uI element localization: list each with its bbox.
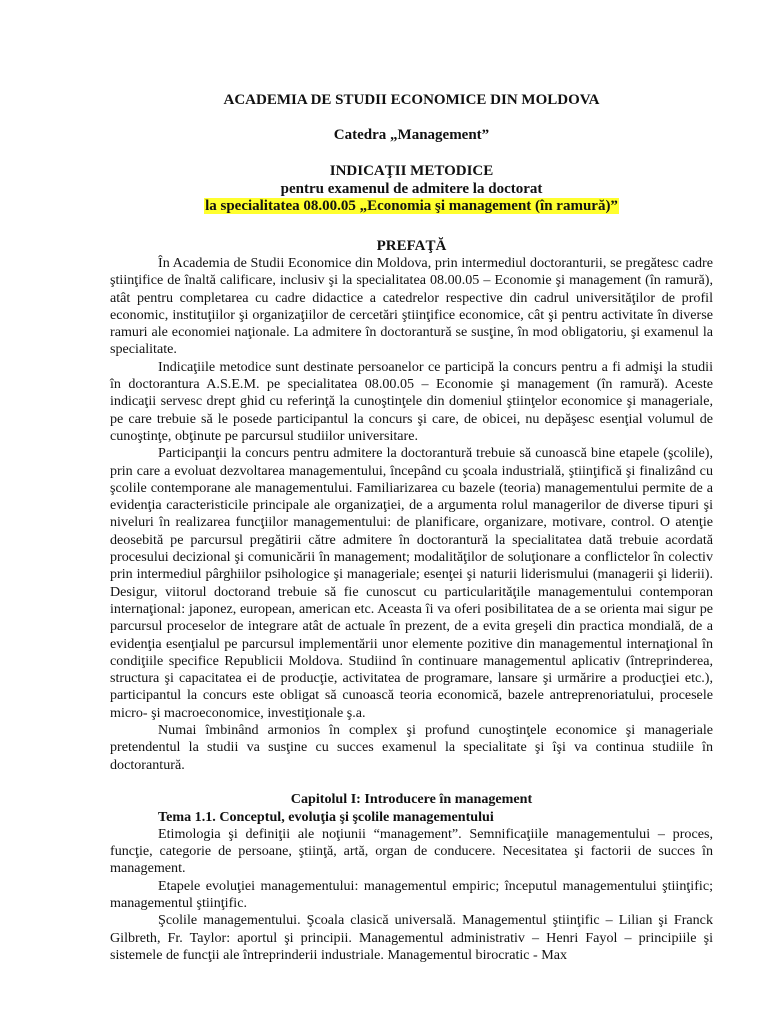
document-title: INDICAŢII METODICE bbox=[329, 163, 494, 179]
preface-heading: PREFAŢĂ bbox=[376, 238, 447, 254]
topic-title: Tema 1.1. Conceptul, evoluţia şi şcolile managementului bbox=[158, 808, 494, 825]
section-spacer bbox=[110, 774, 713, 791]
preface-paragraph: Numai îmbinând armonios în complex şi profund cunoştinţele economice şi manageriale pretendentul la studii va susţine cu succes examenul la specialitate şi îşi va continua studiile în doctorantură. bbox=[110, 722, 713, 773]
chapter-title: Capitolul I: Introducere în management bbox=[290, 791, 533, 808]
preface-paragraph: Indicaţiile metodice sunt destinate persoanelor ce participă la concurs pentru a fi admişi la studii în doctorantura A.S.E.M. pe specialitatea 08.00.05 – Economie şi management (în ramură). Aceste indicaţii servesc drept ghid cu referinţă la cunoştinţele din domeniul ştiinţelor economice şi manageriale, pe care trebuie să le posede participantul la concurs şi care, de obicei, nu depăşesc esenţial volumul de cunoştinţe, obţinute pe parcursul studiilor universitare. bbox=[110, 358, 713, 444]
document-subtitle: pentru examenul de admitere la doctorat bbox=[280, 181, 543, 197]
preface-paragraph: În Academia de Studii Economice din Moldova, prin intermediul doctoranturii, se pregătesc cadre ştiinţifice de înaltă calificare, inclusiv şi la specialitatea 08.00.05 – Economie şi management (în ramură), atât pentru completarea cu cadre didactice a catedrelor respective din cadrul universităţilor de profil economic, instituţiilor şi organizaţiilor de cercetări ştiinţifice economice, cât şi pentru activitate în diverse ramuri ale economiei naţionale. La admitere în doctorantură se susţine, în mod obligatoriu, şi examenul la specialitate. bbox=[110, 255, 713, 358]
document-body bbox=[110, 238, 713, 964]
chapter-paragraph: Etapele evoluţiei managementului: managementul empiric; începutul managementului ştiinţific; managementul ştiinţific. bbox=[110, 877, 713, 911]
chapter-paragraph: Şcolile managementului. Şcoala clasică universală. Managementul ştiinţific – Lilian şi Franck Gilbreth, Fr. Taylor: aportul şi principii. Managementul administrativ – Henri Fayol – principiile şi sistemele de funcţii ale întreprinderii industriale. Managementul birocratic - Max bbox=[110, 912, 713, 963]
chapter-paragraph: Etimologia şi definiţii ale noţiunii “management”. Semnificaţiile managementului – proces, funcţie, categorie de persoane, ştiinţă, artă, organ de conducere. Necesitatea şi factorii de succes în management. bbox=[110, 825, 713, 877]
institution-title: ACADEMIA DE STUDII ECONOMICE DIN MOLDOVA bbox=[223, 92, 600, 108]
specialty-highlight: la specialitatea 08.00.05 „Economia şi management (în ramură)” bbox=[205, 198, 618, 214]
department-name: Catedra „Management” bbox=[333, 127, 490, 143]
specialty-line bbox=[110, 198, 713, 215]
preface-paragraph: Participanţii la concurs pentru admitere la doctorantură trebuie să cunoască bine etapele (şcolile), prin care a evoluat dezvoltarea managementului, începând cu şcoala industrială, ştiinţifică şi finalizând cu şcolile contemporane ale managementului. Familiarizarea cu bazele (teoria) managementului permite de a evidenţia caracteristicile principale ale organizaţiei, de a argumenta rolul managerilor de diverse tipuri şi niveluri în realizarea funcţiilor managementului: de planificare, organizare, motivare, control. O atenţie deosebită pe parcursul pregătirii către admitere în doctorantură la specialitatea dată trebuie acordată procesului decizional şi comunicării în management; modalităţilor de soluţionare a conflictelor în colectiv prin intermediul pârghiilor psihologice şi manageriale; esenţei şi naturii liderismului (managerii şi liderii). Desigur, viitorul doctorand trebuie să fie cunoscut cu particularităţile managementului contemporan internaţional: japonez, european, american etc. Aceasta îi va oferi posibilitatea de a se orienta mai sigur pe parcursul proceselor de integrare atât de actuale în prezent, de a evita greşeli din practica mondială, de a evidenţia esenţialul pe parcursul implementării unor elemente pozitive din managementul internaţional în condiţiile specifice Republicii Moldova. Studiind în continuare managementul aplicativ (întreprinderea, structura şi capacitatea ei de producţie, activitatea de programare, lansare şi urmărire a producţiei etc.), participantul la concurs este obligat să cunoască teoria economică, bazele antreprenoriatului, procesele micro- şi macroeconomice, investiţionale ş.a. bbox=[110, 445, 713, 721]
